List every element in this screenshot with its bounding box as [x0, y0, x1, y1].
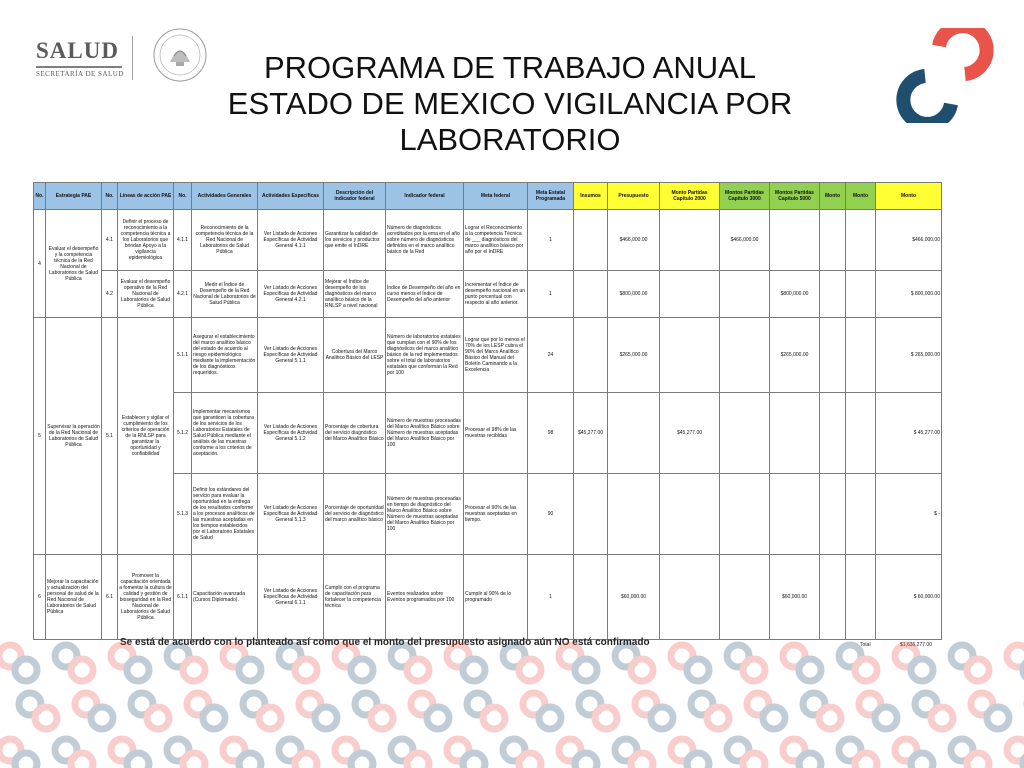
cell-act-no: 5.1.1 [174, 318, 192, 393]
col-header: Monto Partidas Capítulo 2000 [660, 183, 720, 210]
ring-pair-icon [859, 693, 897, 729]
cell-monto-1 [820, 210, 846, 271]
col-header: No. [102, 183, 118, 210]
cell-cap2000: $45,277.00 [660, 393, 720, 474]
cell-meta-estatal: 1 [528, 210, 574, 271]
ring-pair-icon [671, 645, 709, 681]
cell-linea-no: 5.1 [102, 318, 118, 555]
cell-monto-1 [820, 474, 846, 555]
ring-pair-icon [391, 739, 429, 768]
cell-indicador: Número de muestras procesadas del Marco Analítico Básico sobre Número de muestras aceptadas del Marco Analítico Básico por 100 [386, 393, 464, 474]
cell-linea: Evaluar el desempeño operativo de la Red Nacional de Laboratorios de Salud Pública [118, 271, 174, 318]
ring-pair-icon [523, 693, 561, 729]
cell-descripcion: Porcentaje de oportunidad del servicio de diagnóstico del marco analítico básico [324, 474, 386, 555]
ring-pair-icon [727, 645, 765, 681]
cell-descripcion: Cobertura del Marco Analítico Básico del LESP [324, 318, 386, 393]
ring-pair-icon [187, 693, 225, 729]
ring-pair-icon [335, 645, 373, 681]
cell-monto: $ 60,000.00 [876, 555, 942, 640]
col-header: Actividades Específicas [258, 183, 324, 210]
cell-presupuesto: $800,000.00 [608, 271, 660, 318]
cell-cap2000 [660, 271, 720, 318]
ring-pair-icon [579, 693, 617, 729]
cell-cap2000 [660, 210, 720, 271]
cell-indicador: Índice de Desempeño del año en curso menos el Índice de Desempeño del año anterior [386, 271, 464, 318]
budget-note: Se está de acuerdo con lo planteado así como que el monto del presupuesto asignado aún NO está confirmado [120, 637, 650, 648]
logo-divider [132, 36, 133, 80]
cell-meta-estatal: 98 [528, 393, 574, 474]
col-header: Presupuesto [608, 183, 660, 210]
cell-especifica: Ver Listado de Acciones Específicas de Actividad General 5.1.3 [258, 474, 324, 555]
cell-linea: Definir el proceso de reconocimiento a la competencia técnica a los Laboratorios que brindan Apoyo a la vigilancia epidemiológica [118, 210, 174, 271]
ring-pair-icon [559, 739, 597, 768]
cell-actividad: Capacitación avanzada (Cursos Diplomado). [192, 555, 258, 640]
col-header: Montos Partidas Capítulo 3000 [720, 183, 770, 210]
col-header: Descripción del indicador federal [324, 183, 386, 210]
ring-pair-icon [111, 645, 149, 681]
col-header: Estrategia PAE [46, 183, 102, 210]
cell-cap3000: $466,000.00 [720, 210, 770, 271]
cell-meta-estatal: 1 [528, 555, 574, 640]
cell-presupuesto: $466,000.00 [608, 210, 660, 271]
cell-monto-1 [820, 271, 846, 318]
cell-insumos: $45,277.00 [574, 393, 608, 474]
cell-descripcion: Cumplir con el programa de capacitación para fortalecer la competencia técnica [324, 555, 386, 640]
cell-presupuesto [608, 393, 660, 474]
ring-pair-icon [727, 739, 765, 768]
ring-pair-icon [915, 693, 953, 729]
cell-act-no: 5.1.3 [174, 474, 192, 555]
ring-pair-icon [355, 693, 393, 729]
cell-meta-federal: Procesar el 90% de las muestras aceptadas en tiempo. [464, 474, 528, 555]
ring-pair-icon [167, 739, 205, 768]
total-label: Total [860, 642, 871, 648]
cell-cap3000 [720, 474, 770, 555]
mexico-seal-icon [150, 26, 210, 84]
cell-estrategia: Supervisar la operación de la Red Nacional de Laboratorios de Salud Pública [46, 318, 102, 555]
cell-presupuesto: $265,000.00 [608, 318, 660, 393]
ring-pair-icon [1007, 645, 1024, 681]
cell-cap3000 [720, 393, 770, 474]
cell-linea: Establecer y vigilar el cumplimiento de los criterios de operación de la RNLSP para garantizar la oportunidad y confiabilidad [118, 318, 174, 555]
cell-est-no: 5 [34, 318, 46, 555]
cell-monto: $ - [876, 474, 942, 555]
cell-cap3000 [720, 318, 770, 393]
col-header: Montos Partidas Capítulo 5000 [770, 183, 820, 210]
cell-cap3000 [720, 555, 770, 640]
ring-pair-icon [55, 645, 93, 681]
cell-monto-1 [820, 555, 846, 640]
title-line-2: ESTADO DE MEXICO VIGILANCIA POR [227, 86, 793, 121]
ring-pair-icon [131, 693, 169, 729]
title-line-1: PROGRAMA DE TRABAJO ANUAL [263, 50, 757, 85]
cell-act-no: 4.1.1 [174, 210, 192, 271]
cell-actividad: Medir el Índice de Desempeño de la Red Nacional de Laboratorios de Salud Pública [192, 271, 258, 318]
title-line-3: LABORATORIO [399, 122, 621, 157]
total-value: $1,636,277.00 [900, 642, 932, 648]
ring-pair-icon [691, 693, 729, 729]
logo-word: SALUD [36, 38, 119, 63]
col-header: Insumos [574, 183, 608, 210]
col-header: Actividades Generales [192, 183, 258, 210]
ring-pair-icon [783, 739, 821, 768]
col-header: Meta federal [464, 183, 528, 210]
cell-cap5000 [770, 393, 820, 474]
decorative-rings-pattern [0, 630, 1024, 768]
ring-pair-icon [223, 645, 261, 681]
col-header: Monto [876, 183, 942, 210]
ring-pair-icon [279, 739, 317, 768]
cell-presupuesto: $60,000.00 [608, 555, 660, 640]
cell-cap2000 [660, 474, 720, 555]
cell-linea-no: 4.1 [102, 210, 118, 271]
page-title [210, 50, 810, 158]
ring-pair-icon [803, 693, 841, 729]
cell-indicador: Número de muestras procesadas en tiempo de diagnóstico del Marco Analítico Básico sobre Número de muestras aceptadas del Marco Analítico Básico por 100 [386, 474, 464, 555]
ring-pair-icon [615, 739, 653, 768]
cell-monto-2 [846, 318, 876, 393]
cell-monto: $ 800,000.00 [876, 271, 942, 318]
ring-pair-icon [447, 645, 485, 681]
cell-est-no: 6 [34, 555, 46, 640]
cell-insumos [574, 474, 608, 555]
cell-monto-2 [846, 210, 876, 271]
cell-actividad: Definir los estándares del servicio para evaluar la oportunidad en la entrega de los resultados conforme a los procesos analíticos de las muestras aceptadas en los tiempos establecidos por el Laboratorio Estatales de Salud [192, 474, 258, 555]
ring-pair-icon [19, 693, 57, 729]
cell-linea: Promover la capacitación orientada a fomentar la cultura de calidad y gestión de bioseguridad en la Red Nacional de Laboratorios de Salud Pública [118, 555, 174, 640]
cell-indicador: Número de diagnósticos acreditados por la ema en el año sobre número de diagnósticos definidos en el marco analítico básico de la Red [386, 210, 464, 271]
cell-linea-no: 4.2 [102, 271, 118, 318]
cell-cap5000: $800,000.00 [770, 271, 820, 318]
cell-especifica: Ver Listado de Acciones Específicas de Actividad General 5.1.2 [258, 393, 324, 474]
cell-act-no: 5.1.2 [174, 393, 192, 474]
cell-monto-1 [820, 393, 846, 474]
program-table-grid [33, 182, 942, 640]
ring-pair-icon [223, 739, 261, 768]
ring-pair-icon [1007, 739, 1024, 768]
cell-monto: $ 45,277.00 [876, 393, 942, 474]
ring-pair-icon [671, 739, 709, 768]
cell-descripcion: Garantizar la calidad de los servicios y productos que emite el InDRE [324, 210, 386, 271]
ring-pair-icon [615, 645, 653, 681]
col-header: Líneas de acción PAE [118, 183, 174, 210]
program-table [33, 182, 941, 640]
ring-pair-icon [839, 645, 877, 681]
cell-act-no: 6.1.1 [174, 555, 192, 640]
cell-insumos [574, 271, 608, 318]
cell-meta-estatal: 24 [528, 318, 574, 393]
cell-indicador: Eventos realizados sobre Eventos programados por 100 [386, 555, 464, 640]
cell-meta-estatal: 1 [528, 271, 574, 318]
cell-meta-federal: Cumplir al 90% de lo programado [464, 555, 528, 640]
col-header: Monto [846, 183, 876, 210]
col-header: No. [34, 183, 46, 210]
col-header: Monto [820, 183, 846, 210]
cell-insumos [574, 210, 608, 271]
cell-insumos [574, 555, 608, 640]
cell-especifica: Ver Listado de Acciones Específicas de Actividad General 4.2.1 [258, 271, 324, 318]
cell-monto: $ 265,000.00 [876, 318, 942, 393]
cell-especifica: Ver Listado de Acciones Específicas de Actividad General 6.1.1 [258, 555, 324, 640]
ring-pair-icon [951, 645, 989, 681]
cell-monto-1 [820, 318, 846, 393]
cell-presupuesto [608, 474, 660, 555]
cell-cap2000 [660, 318, 720, 393]
col-header: Indicador federal [386, 183, 464, 210]
cell-estrategia: Mejorar la capacitación y actualización del personal de salud de la Red Nacional de Laboratorios de Salud Pública [46, 555, 102, 640]
cell-descripcion: Porcentaje de cobertura del servicio diagnóstico del Marco Analítico Básico [324, 393, 386, 474]
ring-pair-icon [75, 693, 113, 729]
ring-pair-icon [55, 739, 93, 768]
cell-meta-federal: Lograr que por lo menos el 70% de los LESP cubra el 90% del Marco Analítico Básico del Manual del Boletín Caminando a la Excelencia [464, 318, 528, 393]
ring-pair-icon [447, 739, 485, 768]
ring-pair-icon [895, 739, 933, 768]
cell-cap5000: $60,000.00 [770, 555, 820, 640]
ring-pair-icon [839, 739, 877, 768]
ring-pair-icon [971, 693, 1009, 729]
cell-est-no: 4 [34, 210, 46, 318]
cell-monto-2 [846, 474, 876, 555]
ring-pair-icon [0, 645, 37, 681]
cell-estrategia: Evaluar el desempeño y la competencia técnica de la Red Nacional de Laboratorios de Salud Pública [46, 210, 102, 318]
cell-linea-no: 6.1 [102, 555, 118, 640]
table-row [34, 555, 942, 640]
ring-pair-icon [167, 645, 205, 681]
ring-pair-icon [391, 645, 429, 681]
cell-meta-federal: Procesar el 98% de las muestras recibidas [464, 393, 528, 474]
cell-monto-2 [846, 393, 876, 474]
cell-meta-estatal: 90 [528, 474, 574, 555]
cell-actividad: Implementar mecanismos que garanticen la cobertura de los servicios de los Laboratorios Estatales de Salud Pública mediante el análisis de las muestras conforme a los criterios de aceptación. [192, 393, 258, 474]
cell-meta-federal: Incrementar el Índice de desempeño nacional en un punto porcentual con respecto al año anterior. [464, 271, 528, 318]
ring-pair-icon [895, 645, 933, 681]
cell-monto-2 [846, 271, 876, 318]
cell-especifica: Ver Listado de Acciones Específicas de Actividad General 5.1.1 [258, 318, 324, 393]
col-header: Meta Estatal Programada [528, 183, 574, 210]
table-row [34, 318, 942, 393]
ring-pair-icon [243, 693, 281, 729]
ring-pair-icon [279, 645, 317, 681]
cell-cap5000 [770, 210, 820, 271]
ring-pair-icon [635, 693, 673, 729]
ring-pair-icon [783, 645, 821, 681]
table-header-row [34, 183, 942, 210]
col-header: No. [174, 183, 192, 210]
ring-pair-icon [335, 739, 373, 768]
ring-pair-icon [559, 645, 597, 681]
cell-indicador: Número de laboratorios estatales que cumplan con el 90% de los diagnósticos del marco analítico básico de la red implementados sobre el total de laboratorios estatales que conforman la Red por 100 [386, 318, 464, 393]
salud-logo [36, 38, 126, 78]
ring-pair-icon [0, 739, 37, 768]
cell-especifica: Ver Listado de Acciones Específicas de Actividad General 4.1.1 [258, 210, 324, 271]
ring-pair-icon [503, 739, 541, 768]
logo-subtitle: SECRETARÍA DE SALUD [36, 70, 124, 78]
ring-pair-icon [411, 693, 449, 729]
cell-cap3000 [720, 271, 770, 318]
cell-descripcion: Mejorar el Índice de desempeño de los diagnósticos del marco analítico básico de la RNLSP a nivel nacional [324, 271, 386, 318]
logo-rule [36, 66, 122, 68]
cell-insumos [574, 318, 608, 393]
cell-actividad: Asegurar el establecimiento del marco analítico básico del estado de acuerdo al riesgo epidemiológico mediante la implementación de los diagnósticos requeridos. [192, 318, 258, 393]
cell-cap5000 [770, 474, 820, 555]
cell-monto-2 [846, 555, 876, 640]
cell-cap2000 [660, 555, 720, 640]
table-row [34, 271, 942, 318]
cell-monto: $466,000.00 [876, 210, 942, 271]
ring-pair-icon [299, 693, 337, 729]
brand-rings-icon [895, 28, 995, 123]
ring-pair-icon [111, 739, 149, 768]
ring-pair-icon [747, 693, 785, 729]
cell-act-no: 4.2.1 [174, 271, 192, 318]
cell-cap5000: $265,000.00 [770, 318, 820, 393]
ring-pair-icon [467, 693, 505, 729]
ring-pair-icon [951, 739, 989, 768]
table-row [34, 210, 942, 271]
cell-meta-federal: Lograr el Reconocimiento a la competencia Técnica de ___ diagnósticos del marco analítico básico por año por el InDRE [464, 210, 528, 271]
cell-actividad: Reconocimiento de la competencia técnica de la Red Nacional de Laboratorios de Salud Pública [192, 210, 258, 271]
ring-pair-icon [503, 645, 541, 681]
